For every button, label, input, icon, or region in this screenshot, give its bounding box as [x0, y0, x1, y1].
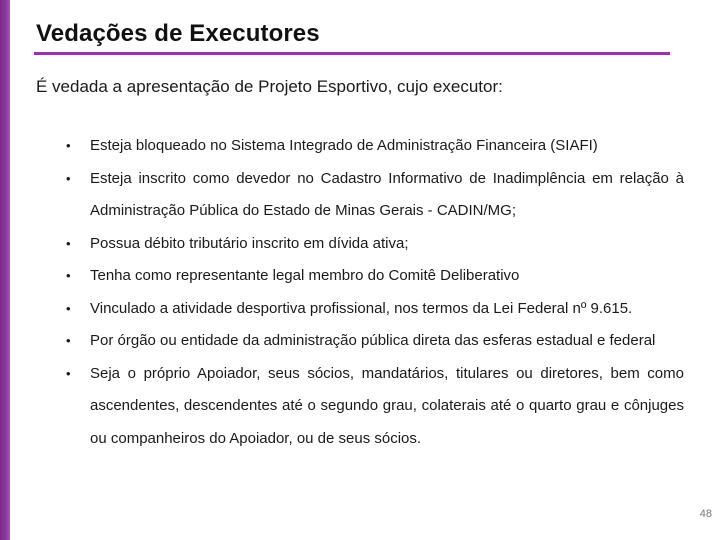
- page-title: Vedações de Executores: [36, 20, 320, 47]
- list-item: [66, 293, 684, 326]
- bullet-icon: •: [66, 300, 71, 316]
- list-item-text: Esteja bloqueado no Sistema Integrado de Administração Financeira (SIAFI): [90, 137, 598, 154]
- bullet-icon: •: [66, 365, 71, 381]
- list-item-text: Tenha como representante legal membro do Comitê Deliberativo: [90, 267, 520, 284]
- title-underline: [34, 52, 670, 55]
- list-item: [66, 325, 684, 358]
- page-number: 48: [699, 508, 712, 520]
- list-item: [66, 260, 684, 293]
- list-item-text: Vinculado a atividade desportiva profissional, nos termos da Lei Federal nº 9.615.: [90, 299, 633, 317]
- restriction-list: [66, 130, 684, 455]
- list-item: [66, 228, 684, 261]
- bullet-icon: •: [66, 333, 71, 348]
- list-item-text: Esteja inscrito como devedor no Cadastro Informativo de Inadimplência em relação à Administração Pública do Estado de Minas Gerais - CADIN/MG;: [90, 169, 684, 219]
- list-item-text: Seja o próprio Apoiador, seus sócios, mandatários, titulares ou diretores, bem como ascendentes, descendentes até o segundo grau, colaterais até o quarto grau e cônjuges ou companheiros do Apoiador, ou de seus sócios.: [90, 364, 684, 447]
- list-item-text: Possua débito tributário inscrito em dívida ativa;: [90, 234, 409, 252]
- bullet-icon: •: [66, 268, 71, 283]
- list-item: [66, 130, 684, 163]
- list-item: [66, 163, 684, 228]
- list-item: [66, 358, 684, 456]
- bullet-icon: •: [66, 235, 71, 251]
- bullet-icon: •: [66, 138, 71, 153]
- left-accent-bar: [0, 0, 10, 540]
- list-item-text: Por órgão ou entidade da administração pública direta das esferas estadual e federal: [90, 332, 656, 349]
- intro-text: É vedada a apresentação de Projeto Esportivo, cujo executor:: [36, 77, 503, 96]
- bullet-icon: •: [66, 170, 71, 186]
